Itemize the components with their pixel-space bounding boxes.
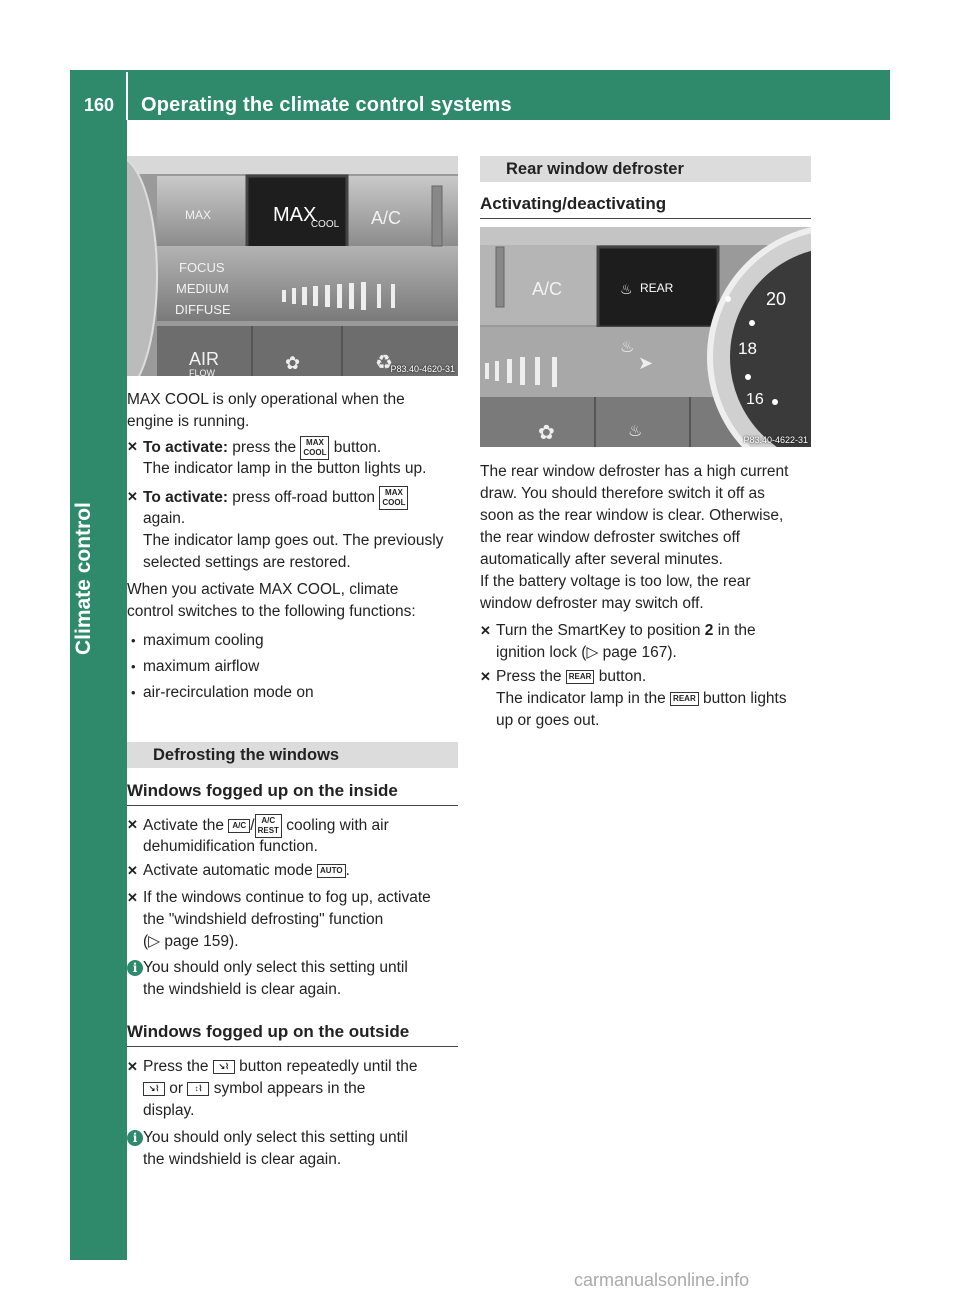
bullet-icon: •: [131, 659, 136, 674]
step-activate-2-line3: The indicator lamp goes out. The previously: [143, 532, 444, 549]
photo-id: P83.40-4620-31: [390, 364, 455, 374]
list-item: air-recirculation mode on: [143, 684, 314, 701]
max-cool-icon: MAX COOL: [300, 436, 329, 460]
step-activate-1-result: The indicator lamp in the button lights up.: [143, 460, 427, 477]
airflow-down-icon: ↘⌇: [143, 1082, 165, 1096]
max-cool-panel-photo: [127, 156, 458, 376]
cool-label: COOL: [310, 219, 340, 230]
step-airflow-line3: display.: [143, 1102, 195, 1119]
step-activate-2: To activate: press off-road button MAX COOL: [143, 486, 408, 510]
step-rear-button: Press the REAR button.: [496, 668, 647, 685]
subheading-inside: Windows fogged up on the inside: [127, 781, 458, 806]
step-activate-2-line4: selected settings are restored.: [143, 554, 351, 571]
step-airflow-line2: ↘⌇ or ↕⌇ symbol appears in the: [143, 1078, 365, 1100]
focus-label: FOCUS: [179, 260, 225, 275]
airflow-mode-icon: ↘⌇: [213, 1060, 235, 1074]
step-airflow: Press the ↘⌇ button repeatedly until the: [143, 1058, 418, 1075]
rear-defrost-icon: REAR: [566, 670, 595, 684]
flow-label: FLOW: [189, 368, 215, 376]
side-tab: [70, 120, 127, 1260]
rear-label: REAR: [640, 281, 674, 295]
step-rear-button-line3: up or goes out.: [496, 712, 600, 729]
functions-intro-2: control switches to the following functions:: [127, 603, 416, 620]
step-ac-line2: dehumidification function.: [143, 838, 318, 855]
step-rear-button-line2: The indicator lamp in the REAR button lights: [496, 690, 787, 707]
rear-defroster-image: [480, 227, 811, 447]
step-activate-2-line2: again.: [143, 510, 186, 527]
maxcool-note-2: engine is running.: [127, 413, 250, 430]
page-number: 160: [84, 95, 115, 115]
rear-note-1e: automatically after several minutes.: [480, 551, 723, 568]
step-auto: Activate automatic mode AUTO .: [143, 862, 350, 879]
rear-defrost-icon: REAR: [670, 692, 699, 706]
maxcool-note-1: MAX COOL is only operational when the: [127, 391, 405, 408]
step-arrow-icon: ✕: [127, 863, 138, 878]
step-arrow-icon: ✕: [127, 1059, 138, 1074]
step-smartkey: Turn the SmartKey to position 2 in the: [496, 622, 756, 639]
rear-note-2b: window defroster may switch off.: [480, 595, 704, 612]
temp-18-label: 18: [738, 339, 757, 358]
ac-label: A/C: [371, 208, 402, 228]
step-arrow-icon: ✕: [480, 623, 491, 638]
info-note-1b: the windshield is clear again.: [143, 981, 342, 998]
step-arrow-icon: ✕: [127, 817, 138, 832]
temp-20-label: 20: [766, 289, 787, 309]
ac-icon: A/C: [228, 819, 250, 833]
rear-note-1c: soon as the rear window is clear. Otherwise,: [480, 507, 784, 524]
list-item: maximum airflow: [143, 658, 260, 675]
rear-defroster-photo: [480, 227, 811, 447]
step-windshield-2: the "windshield defrosting" function: [143, 911, 384, 928]
info-note-2b: the windshield is clear again.: [143, 1151, 342, 1168]
page-title: Operating the climate control systems: [141, 94, 512, 116]
info-icon: i: [127, 960, 143, 976]
airflow-icon: ➤: [638, 353, 654, 373]
step-windshield-1: If the windows continue to fog up, activate: [143, 889, 431, 906]
footer-watermark: carmanualsonline.info: [574, 1270, 750, 1290]
rear-note-1d: the rear window defroster switches off: [480, 529, 740, 546]
defrost-airflow-icon: ♨: [628, 423, 643, 440]
info-note-2a: You should only select this setting until: [143, 1129, 408, 1146]
diffuse-label: DIFFUSE: [175, 302, 231, 317]
info-icon: i: [127, 1130, 143, 1146]
list-item: maximum cooling: [143, 632, 264, 649]
auto-icon: AUTO: [317, 864, 346, 878]
step-arrow-icon: ✕: [127, 489, 138, 504]
subheading-outside: Windows fogged up on the outside: [127, 1022, 458, 1047]
functions-intro-1: When you activate MAX COOL, climate: [127, 581, 399, 598]
section-heading: Defrosting the windows: [127, 742, 458, 768]
section-heading: Rear window defroster: [480, 156, 811, 182]
header-divider: [126, 72, 128, 120]
temp-16-label: 16: [746, 391, 764, 408]
bullet-icon: •: [131, 633, 136, 648]
rear-defrost-icon: ♨: [620, 281, 633, 297]
step-arrow-icon: ✕: [480, 669, 491, 684]
subheading-activating: Activating/deactivating: [480, 194, 811, 219]
max-label: MAX: [273, 204, 317, 226]
step-windshield-3: (▷ page 159).: [143, 933, 239, 950]
air-label: AIR: [189, 349, 220, 369]
recirculation-icon: ♻: [375, 352, 393, 374]
windshield-defrost-icon: ♨: [620, 339, 635, 356]
max-cool-icon: MAX COOL: [379, 486, 408, 510]
bullet-icon: •: [131, 685, 136, 700]
medium-label: MEDIUM: [176, 281, 229, 296]
step-arrow-icon: ✕: [127, 890, 138, 905]
info-note-1a: You should only select this setting until: [143, 959, 408, 976]
ac-label: A/C: [532, 279, 563, 299]
rear-note-1b: draw. You should therefore switch it off as: [480, 485, 765, 502]
airflow-up-down-icon: ↕⌇: [187, 1082, 209, 1096]
max-cool-panel-image: [127, 156, 458, 376]
step-ac: Activate the A/C / A/C REST cooling with air: [143, 814, 389, 838]
defrost-max-label: MAX: [185, 208, 212, 222]
rear-note-2a: If the battery voltage is too low, the rear: [480, 573, 751, 590]
photo-id: P83.40-4622-31: [743, 435, 808, 445]
step-smartkey-line2: ignition lock (▷ page 167).: [496, 644, 677, 661]
fan-icon: ✿: [285, 353, 301, 373]
fan-icon: ✿: [538, 422, 555, 444]
step-activate-1: To activate: press the MAX COOL button.: [143, 436, 381, 460]
rear-note-1a: The rear window defroster has a high current: [480, 463, 789, 480]
step-arrow-icon: ✕: [127, 439, 138, 454]
ac-rest-icon: A/C REST: [255, 814, 282, 838]
